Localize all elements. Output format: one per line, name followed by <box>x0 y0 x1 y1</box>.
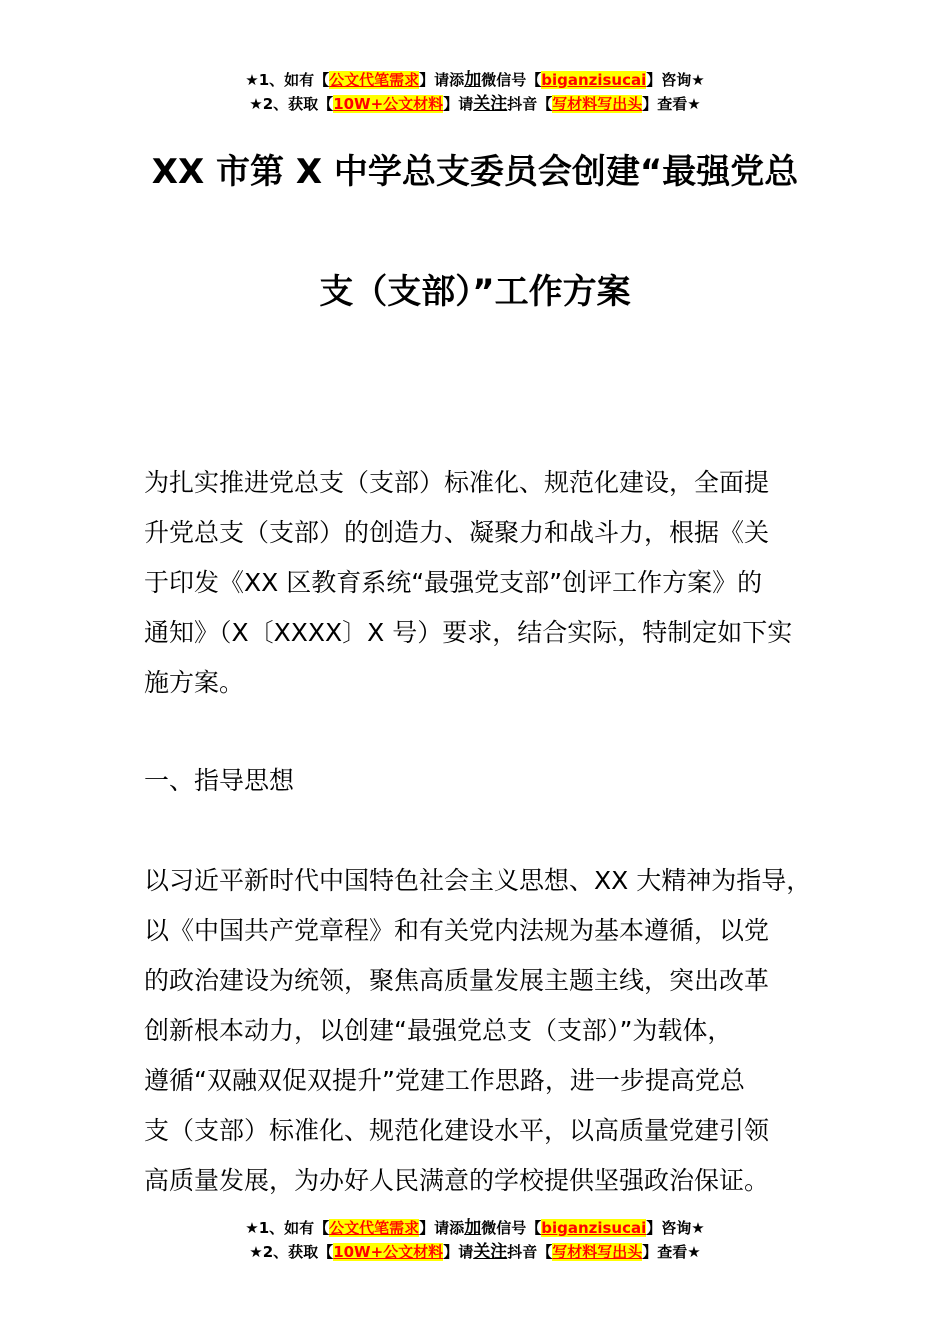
paragraph-line: 施方案。 <box>144 668 245 697</box>
highlight-service: 公文代笔需求 <box>329 1219 420 1237</box>
banner-underlined-text: 加 <box>464 70 482 90</box>
paragraph-line: 以习近平新时代中国特色社会主义思想、XX 大精神为指导， <box>144 866 812 895</box>
highlight-douyin-account[interactable]: 写材料写出头 <box>552 95 643 113</box>
banner-line-1 <box>0 68 950 92</box>
paragraph-line: 升党总支（支部）的创造力、凝聚力和战斗力，根据《关 <box>144 518 770 547</box>
banner-text: ★2、获取【 <box>249 1243 334 1261</box>
banner-text: 抖音【 <box>507 95 553 113</box>
paragraph-line: 支（支部）标准化、规范化建设水平，以高质量党建引领 <box>144 1116 770 1145</box>
banner-text: 】请 <box>443 1243 474 1261</box>
banner-text: 】查看★ <box>642 95 701 113</box>
banner-text: 】查看★ <box>642 1243 701 1261</box>
banner-underlined-text: 加 <box>464 1218 482 1238</box>
paragraph-line: 的政治建设为统领，聚焦高质量发展主题主线，突出改革 <box>144 966 770 995</box>
banner-text: 】请 <box>443 95 474 113</box>
highlight-materials: 10W+公文材料 <box>333 1243 444 1261</box>
paragraph-line: 以《中国共产党章程》和有关党内法规为基本遵循，以党 <box>144 916 770 945</box>
document-title-line-2: 支（支部）”工作方案 <box>319 272 631 312</box>
banner-text: ★2、获取【 <box>249 95 334 113</box>
banner-text: 微信号【 <box>481 71 542 89</box>
bottom-banner <box>0 1216 950 1264</box>
section-heading-guiding-ideology: 一、指导思想 <box>144 766 295 795</box>
banner-underlined-text: 关注 <box>473 1242 508 1262</box>
highlight-wechat-id[interactable]: biganzisucai <box>541 1219 647 1237</box>
banner-text: ★1、如有【 <box>245 1219 330 1237</box>
banner-line-1 <box>0 1216 950 1240</box>
banner-text: 】咨询★ <box>646 1219 705 1237</box>
banner-line-2 <box>0 92 950 116</box>
section-paragraph <box>144 856 834 1206</box>
highlight-douyin-account[interactable]: 写材料写出头 <box>552 1243 643 1261</box>
paragraph-line: 为扎实推进党总支（支部）标准化、规范化建设，全面提 <box>144 468 770 497</box>
banner-text: 】请添 <box>419 71 465 89</box>
banner-text: 微信号【 <box>481 1219 542 1237</box>
paragraph-line: 创新根本动力，以创建“最强党总支（支部）”为载体， <box>144 1016 733 1045</box>
top-banner <box>0 68 950 116</box>
paragraph-line: 遵循“双融双促双提升”党建工作思路，进一步提高党总 <box>144 1066 745 1095</box>
highlight-service: 公文代笔需求 <box>329 71 420 89</box>
banner-text: 】咨询★ <box>646 71 705 89</box>
highlight-materials: 10W+公文材料 <box>333 95 444 113</box>
paragraph-line: 于印发《XX 区教育系统“最强党支部”创评工作方案》的 <box>144 568 763 597</box>
document-title-line-1: XX 市第 X 中学总支委员会创建“最强党总 <box>151 152 799 192</box>
banner-text: 抖音【 <box>507 1243 553 1261</box>
banner-text: 】请添 <box>419 1219 465 1237</box>
banner-line-2 <box>0 1240 950 1264</box>
intro-paragraph <box>144 458 834 708</box>
banner-underlined-text: 关注 <box>473 94 508 114</box>
banner-text: ★1、如有【 <box>245 71 330 89</box>
paragraph-line: 高质量发展，为办好人民满意的学校提供坚强政治保证。 <box>144 1166 770 1195</box>
highlight-wechat-id[interactable]: biganzisucai <box>541 71 647 89</box>
paragraph-line: 通知》（X〔XXXX〕X 号）要求，结合实际，特制定如下实 <box>144 618 793 647</box>
